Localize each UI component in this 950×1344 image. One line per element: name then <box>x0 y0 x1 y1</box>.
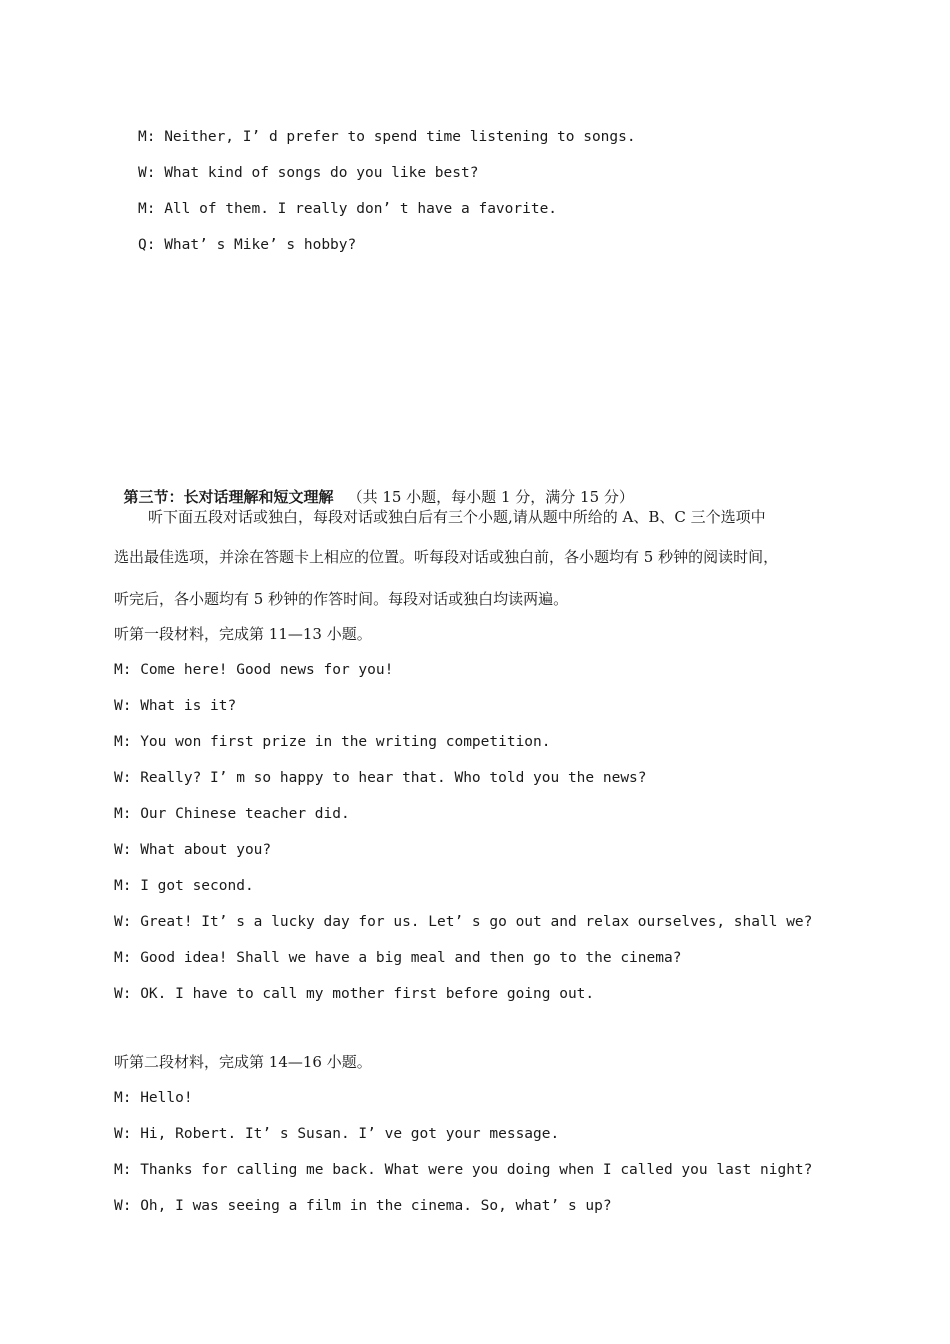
dialogue-line: W: Oh, I was seeing a film in the cinema. So, what’ s up? <box>114 1198 612 1214</box>
material-heading: 听第一段材料，完成第 11—13 小题。 <box>114 625 372 643</box>
dialogue-line: W: Really? I’ m so happy to hear that. Who told you the news? <box>114 770 647 786</box>
section-note: （共 15 小题，每小题 1 分，满分 15 分） <box>347 488 634 506</box>
dialogue-line: M: Our Chinese teacher did. <box>114 806 350 822</box>
instruction-line: 听下面五段对话或独白，每段对话或独白后有三个小题,请从题中所给的 A、B、C 三个选项中 <box>148 508 766 526</box>
dialogue-line: M: Hello! <box>114 1090 193 1106</box>
material-heading: 听第二段材料，完成第 14—16 小题。 <box>114 1053 372 1071</box>
question-line: Q: What’ s Mike’ s hobby? <box>138 237 357 253</box>
dialogue-line: M: All of them. I really don’ t have a favorite. <box>138 201 558 217</box>
dialogue-line: W: Great! It’ s a lucky day for us. Let’ s go out and relax ourselves, shall we? <box>114 914 813 930</box>
dialogue-line: M: Come here! Good news for you! <box>114 662 394 678</box>
dialogue-line: M: Good idea! Shall we have a big meal and then go to the cinema? <box>114 950 682 966</box>
dialogue-line: M: Neither, I’ d prefer to spend time listening to songs. <box>138 129 636 145</box>
dialogue-line: M: You won first prize in the writing competition. <box>114 734 551 750</box>
dialogue-line: W: What kind of songs do you like best? <box>138 165 479 181</box>
dialogue-line: M: I got second. <box>114 878 254 894</box>
instruction-line: 听完后，各小题均有 5 秒钟的作答时间。每段对话或独白均读两遍。 <box>114 590 569 608</box>
dialogue-line: W: What about you? <box>114 842 272 858</box>
dialogue-line: W: Hi, Robert. It’ s Susan. I’ ve got your message. <box>114 1126 560 1142</box>
instruction-line: 选出最佳选项，并涂在答题卡上相应的位置。听每段对话或独白前，各小题均有 5 秒钟的阅读时间， <box>114 548 779 566</box>
section-title: 第三节：长对话理解和短文理解 <box>123 488 334 506</box>
section-heading <box>114 470 634 506</box>
dialogue-line: W: What is it? <box>114 698 237 714</box>
dialogue-line: W: OK. I have to call my mother first before going out. <box>114 986 595 1002</box>
dialogue-line: M: Thanks for calling me back. What were you doing when I called you last night? <box>114 1162 813 1178</box>
